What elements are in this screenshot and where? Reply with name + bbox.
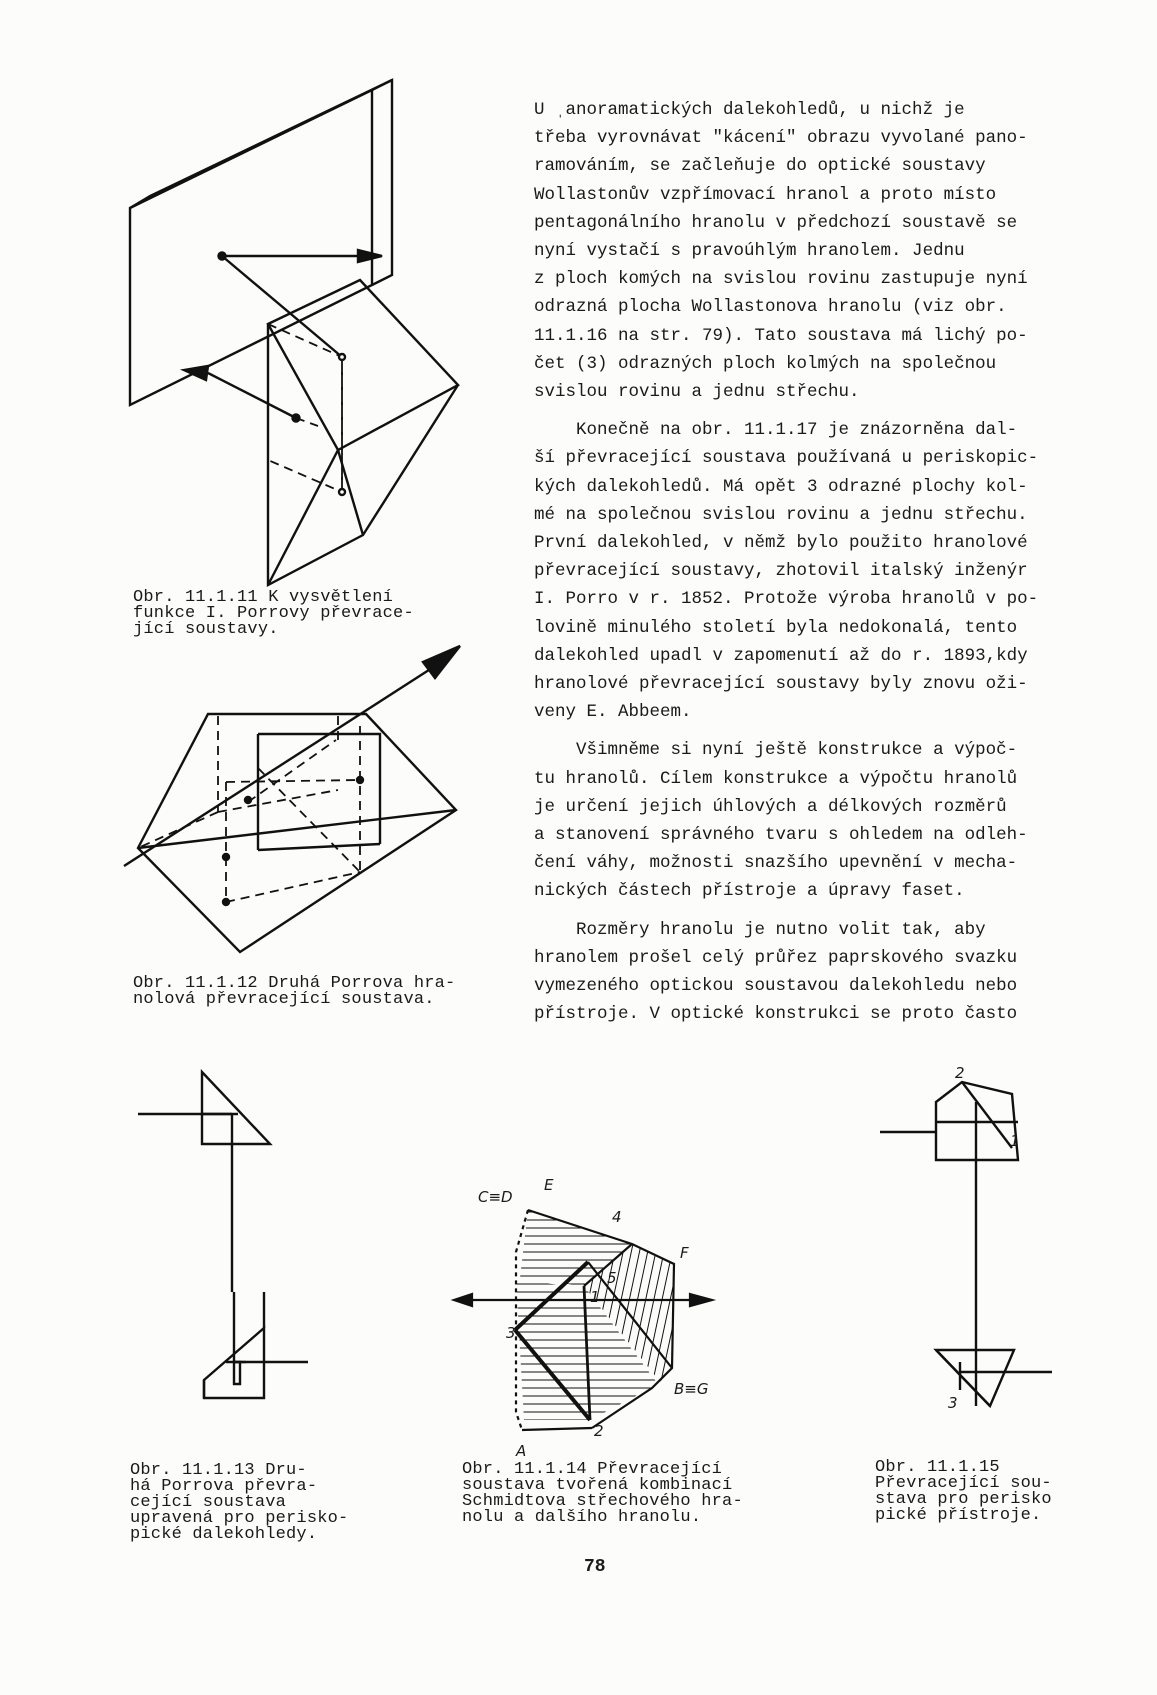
label-b-g: B≡G: [674, 1380, 709, 1398]
text-line: je určení jejich úhlových a délkových rozměrů: [534, 796, 1007, 817]
label-f: F: [680, 1244, 689, 1262]
text-line: kých dalekohledů. Má opět 3 odrazné plochy kol-: [534, 476, 1028, 497]
figure-11-1-15: [880, 1064, 1080, 1442]
label-2: 2: [955, 1064, 965, 1082]
label-1: 1: [1010, 1132, 1020, 1150]
text-line: pentagonálního hranolu v předchozí soustavě se: [534, 212, 1018, 233]
label-1: 1: [590, 1288, 600, 1306]
text-line: První dalekohled, v němž bylo použito hranolové: [534, 533, 1028, 554]
text-line: nických částech přístroje a úpravy faset.: [534, 881, 965, 902]
text-line: třeba vyrovnávat "kácení" obrazu vyvolané pano-: [534, 128, 1028, 149]
text-line: svislou rovinu a jednu střechu.: [534, 382, 860, 403]
label-4: 4: [612, 1208, 622, 1226]
caption-fig-11-1-13: Obr. 11.1.13 Dru- há Porrova převra- cející soustava upravená pro perisko- pické dalekohledy.: [130, 1461, 349, 1544]
text-line: dalekohled upadl v zapomenutí až do r. 1893,kdy: [534, 645, 1028, 666]
caption-fig-11-1-14: Obr. 11.1.14 Převracející soustava tvořená kombinací Schmidtova střechového hra- nolu a dalšího hranolu.: [462, 1460, 743, 1527]
caption-fig-11-1-12: Obr. 11.1.12 Druhá Porrova hra- nolová převracející soustava.: [133, 974, 456, 1009]
caption-fig-11-1-15: Obr. 11.1.15 Převracející sou- stava pro perisko pické přístroje.: [875, 1458, 1052, 1525]
text-line: odrazná plocha Wollastonova hranolu (viz obr.: [534, 297, 1007, 318]
figure-11-1-12: [118, 672, 478, 972]
porro-prism-diagram: [120, 80, 480, 600]
schmidt-roof-prism-diagram: [460, 1192, 760, 1472]
caption-fig-11-1-11: Obr. 11.1.11 K vysvětlení funkce I. Porrovy převrace- jící soustavy.: [133, 588, 414, 639]
text-line: tu hranolů. Cílem konstrukce a výpočtu hranolů: [534, 768, 1018, 789]
text-line: Rozměry hranolu je nutno volit tak, aby: [534, 919, 986, 940]
periscopic-porro-diagram: [138, 1070, 338, 1450]
text-line: nyní vystačí s pravoúhlým hranolem. Jednu: [534, 241, 965, 262]
label-c-d: C≡D: [478, 1188, 513, 1206]
text-line: lovině minulého století byla nedokonalá, tento: [534, 617, 1018, 638]
text-line: Všimněme si nyní ještě konstrukce a výpoč-: [534, 740, 1018, 761]
text-line: ramováním, se začleňuje do optické soustavy: [534, 156, 986, 177]
text-line: mé na společnou svislou rovinu a jednu střechu.: [534, 504, 1028, 525]
paragraph-1: [534, 96, 1054, 406]
text-line: ší převracející soustava používaná u periskopic-: [534, 448, 1039, 469]
text-line: přístroje. V optické konstrukci se proto často: [534, 1004, 1018, 1025]
label-2: 2: [594, 1422, 604, 1440]
text-line: převracející soustavy, zhotovil italský inženýr: [534, 561, 1028, 582]
paragraph-3: [534, 736, 1054, 905]
text-line: U ˌanoramatických dalekohledů, u nichž je: [534, 100, 965, 120]
periscopic-system-diagram: [880, 1072, 1080, 1442]
text-line: vymezeného optickou soustavou dalekohledu nebo: [534, 976, 1018, 997]
text-line: 11.1.16 na str. 79). Tato soustava má lichý po-: [534, 325, 1028, 346]
text-line: a stanovení správného tvaru s ohledem na odleh-: [534, 825, 1028, 846]
text-line: Konečně na obr. 11.1.17 je znázorněna dal-: [534, 420, 1018, 441]
second-porro-prism-diagram: [118, 672, 478, 972]
text-line: I. Porro v r. 1852. Protože výroba hranolů v po-: [534, 589, 1039, 610]
label-e: E: [544, 1176, 554, 1194]
text-line: hranolové převracející soustavy byly znovu oži-: [534, 674, 1028, 695]
text-line: hranolem prošel celý průřez paprskového svazku: [534, 947, 1018, 968]
text-line: z ploch komých na svislou rovinu zastupuje nyní: [534, 269, 1028, 290]
label-5: 5: [607, 1269, 617, 1287]
label-3: 3: [506, 1324, 516, 1342]
figure-11-1-13: [138, 1070, 338, 1450]
page-number: 78: [584, 1557, 606, 1577]
text-line: čet (3) odrazných ploch kolmých na společnou: [534, 353, 997, 374]
figure-11-1-11: [120, 80, 480, 600]
text-line: veny E. Abbeem.: [534, 702, 692, 723]
label-a: A: [516, 1442, 527, 1460]
figure-11-1-14: [460, 1176, 760, 1472]
label-3: 3: [948, 1394, 958, 1412]
text-line: čení váhy, možnosti snazšího upevnění v mecha-: [534, 853, 1018, 874]
paragraph-4: [534, 916, 1054, 1029]
paragraph-2: [534, 416, 1054, 726]
body-text-column: [534, 96, 1054, 1039]
text-line: Wollastonův vzpřímovací hranol a proto místo: [534, 184, 997, 205]
